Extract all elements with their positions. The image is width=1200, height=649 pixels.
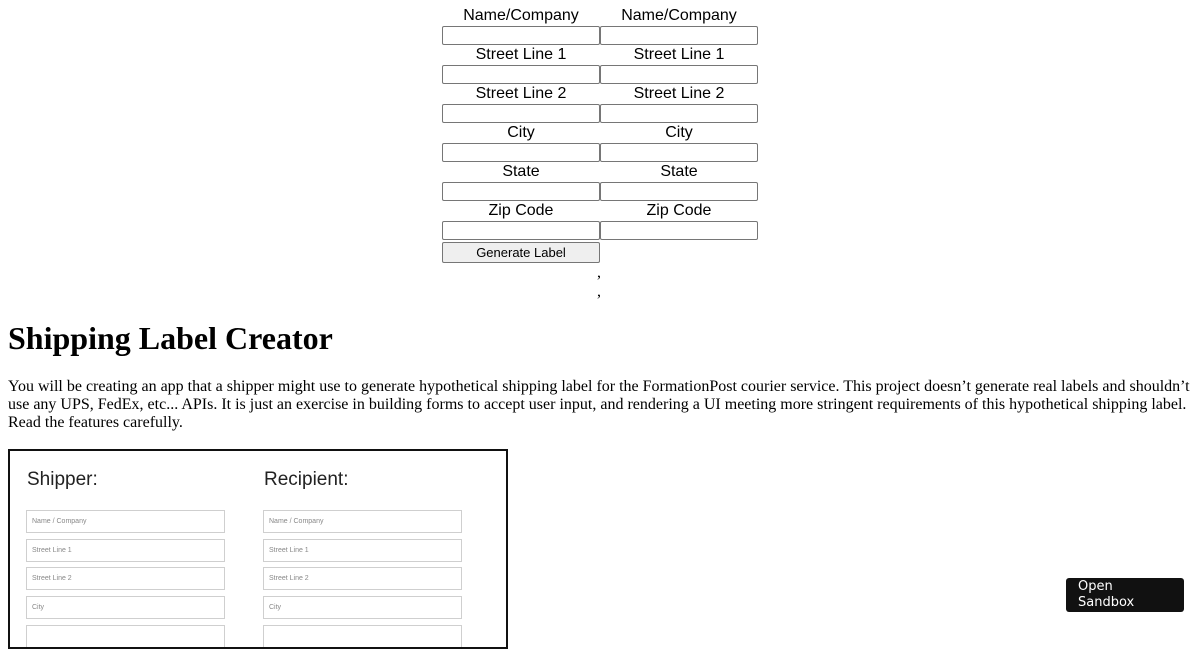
recipient-zip-field (600, 201, 758, 240)
recipient-zip-label: Zip Code (646, 202, 712, 219)
recipient-state-label: State (660, 163, 698, 180)
recipient-city-label: City (665, 124, 693, 141)
shipper-street2-field (442, 84, 600, 123)
shipper-zip-field (442, 201, 600, 240)
generate-label-button[interactable]: Generate Label (442, 242, 600, 263)
recipient-zip-input[interactable] (600, 221, 758, 240)
shipper-state-field (442, 162, 600, 201)
recipient-state-field (600, 162, 758, 201)
shipper-name-label: Name/Company (463, 7, 579, 24)
shipper-heading: Shipper: (27, 469, 98, 490)
shipper-zip-input[interactable] (442, 221, 600, 240)
recipient-name-input[interactable] (600, 26, 758, 45)
shipper-name-input[interactable] (442, 26, 600, 45)
shipper-name-field (442, 6, 600, 45)
recipient-heading: Recipient: (264, 469, 349, 490)
recipient-street2-input[interactable] (600, 104, 758, 123)
separator-comma: , (597, 264, 601, 281)
shipper-city-label: City (507, 124, 535, 141)
example-shipper-city-field: City (26, 596, 225, 619)
page-title: Shipping Label Creator (8, 320, 333, 356)
shipper-street2-input[interactable] (442, 104, 600, 123)
shipper-city-field (442, 123, 600, 162)
recipient-street2-field (600, 84, 758, 123)
example-recipient-city-field: City (263, 596, 462, 619)
label-form (442, 6, 758, 240)
recipient-street1-label: Street Line 1 (633, 46, 725, 63)
shipper-street1-input[interactable] (442, 65, 600, 84)
shipper-street1-label: Street Line 1 (475, 46, 567, 63)
shipper-city-input[interactable] (442, 143, 600, 162)
recipient-street1-field (600, 45, 758, 84)
recipient-street1-input[interactable] (600, 65, 758, 84)
project-description: You will be creating an app that a shipper might use to generate hypothetical shipping label for the FormationPost courier service. This project doesn’t generate real labels and shouldn’t use any UPS, FedEx, etc... APIs. It is just an exercise in building forms to accept user input, and rendering a UI meeting more stringent requirements of this hypothetical shipping label. Read the features carefully. (8, 378, 1190, 431)
example-recipient-state-field (263, 625, 462, 648)
open-sandbox-button[interactable]: Open Sandbox (1066, 578, 1184, 612)
separator-comma: , (597, 283, 601, 300)
recipient-name-field (600, 6, 758, 45)
recipient-street2-label: Street Line 2 (633, 85, 725, 102)
example-screenshot (8, 449, 508, 649)
recipient-name-label: Name/Company (621, 7, 737, 24)
example-shipper-state-field (26, 625, 225, 648)
example-shipper-street2-field: Street Line 2 (26, 567, 225, 590)
recipient-city-field (600, 123, 758, 162)
recipient-state-input[interactable] (600, 182, 758, 201)
shipper-state-input[interactable] (442, 182, 600, 201)
shipper-state-label: State (502, 163, 540, 180)
example-recipient-name-field: Name / Company (263, 510, 462, 533)
example-shipper-name-field: Name / Company (26, 510, 225, 533)
example-recipient-street1-field: Street Line 1 (263, 539, 462, 562)
example-recipient-street2-field: Street Line 2 (263, 567, 462, 590)
recipient-city-input[interactable] (600, 143, 758, 162)
shipper-zip-label: Zip Code (488, 202, 554, 219)
example-shipper-street1-field: Street Line 1 (26, 539, 225, 562)
shipper-street1-field (442, 45, 600, 84)
shipper-street2-label: Street Line 2 (475, 85, 567, 102)
